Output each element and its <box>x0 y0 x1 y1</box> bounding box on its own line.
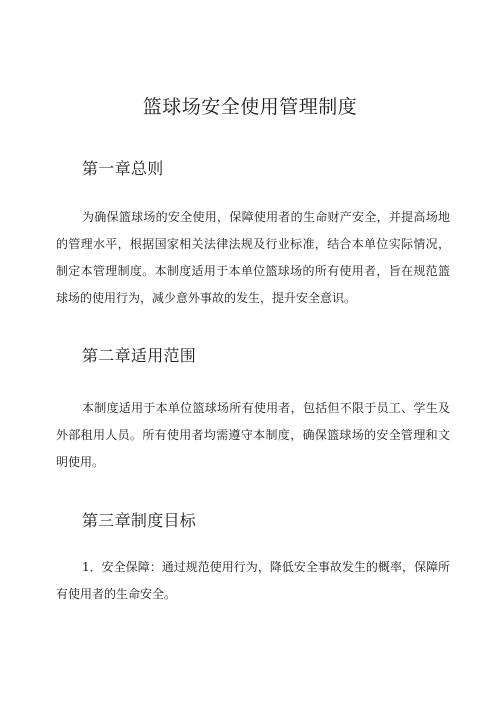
chapter-2-heading: 第二章适用范围 <box>82 346 197 365</box>
document-title: 篮球场安全使用管理制度 <box>142 96 358 118</box>
chapter-3-paragraph-item-1: 1．安全保障：通过规范使用行为，降低安全事故发生的概率，保障所有使用者的生命安全。 <box>56 560 450 601</box>
chapter-1-heading: 第一章总则 <box>82 159 164 178</box>
chapter-1-paragraph: 为确保篮球场的安全使用，保障使用者的生命财产安全，并提高场地的管理水平，根据国家相关法律法规及行业标准，结合本单位实际情况，制定本管理制度。本制度适用于本单位篮球场的所有使用者，旨在规范篮球场的使用行为，减少意外事故的发生，提升安全意识。 <box>56 210 450 305</box>
chapter-3-heading: 第三章制度目标 <box>82 511 197 530</box>
chapter-2-paragraph: 本制度适用于本单位篮球场所有使用者，包括但不限于员工、学生及外部租用人员。所有使用者均需遵守本制度，确保篮球场的安全管理和文明使用。 <box>56 401 450 469</box>
